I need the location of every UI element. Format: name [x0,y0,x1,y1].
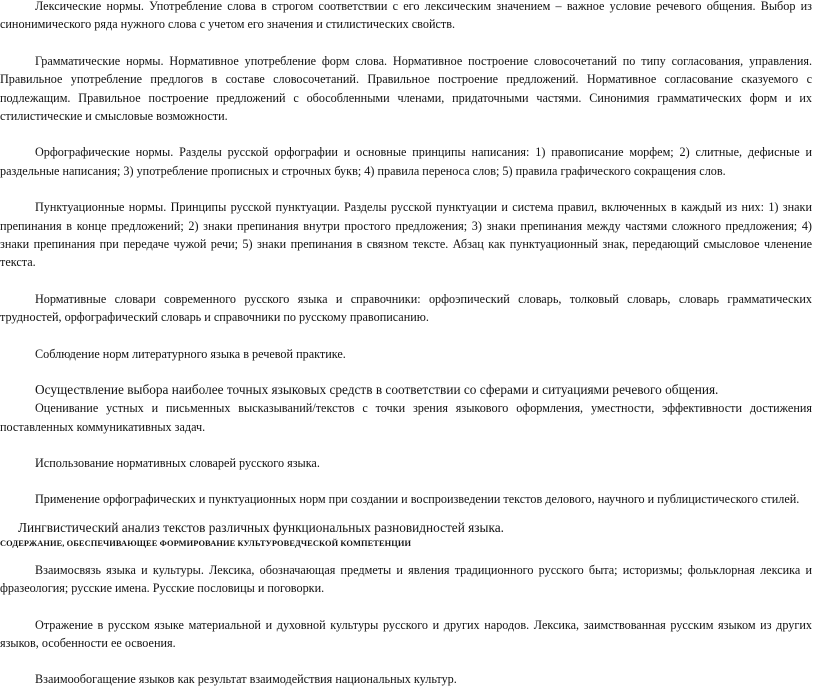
paragraph-language-culture: Взаимосвязь языка и культуры. Лексика, обозначающая предметы и явления традиционного русского быта; историзмы; фольклорная лексика и фразеология; русские имена. Русские пословицы и поговорки. [0,562,812,596]
paragraph-grammar-norms: Грамматические нормы. Нормативное употребление форм слова. Нормативное построение словосочетаний по типу согласования, управления. Правильное употребление предлогов в составе словосочетаний. Правильное построение предложений. Нормативное согласование сказуемого с подлежащим. Правильное построение предложений с обособленными членами, придаточными частями. Синонимия грамматических форм и их стилистические и смысловые возможности. [0,53,812,124]
paragraph-choice-of-means: Осуществление выбора наиболее точных языковых средств в соответствии со сферами и ситуациями речевого общения. [35,382,719,398]
paragraph-evaluation: Оценивание устных и письменных высказываний/текстов с точки зрения языкового оформления, уместности, эффективности достижения поставленных коммуникативных задач. [0,401,812,434]
paragraph-orthography-norms: Орфографические нормы. Разделы русской орфографии и основные принципы написания: 1) правописание морфем; 2) слитные, дефисные и раздельные написания; 3) употребление прописных и строчных букв; 4) правила переноса слов; 5) правила графического сокращения слов. [0,145,812,178]
section-heading: СОДЕРЖАНИЕ, ОБЕСПЕЧИВАЮЩЕЕ ФОРМИРОВАНИЕ КУЛЬТУРОВЕДЧЕСКОЙ КОМПЕТЕНЦИИ [0,538,412,548]
paragraph-linguistic-analysis: Лингвистический анализ текстов различных функциональных разновидностей языка. [18,519,504,535]
paragraph-norm-practice: Соблюдение норм литературного языка в речевой практике. [35,346,346,361]
paragraph-dictionary-usage: Использование нормативных словарей русского языка. [35,455,320,470]
paragraph-culture-reflection: Отражение в русском языке материальной и духовной культуры русского и других народов. Лексика, заимствованная русским языком из других языков, особенности ее освоения. [0,617,812,650]
paragraph-mutual-enrichment: Взаимообогащение языков как результат взаимодействия национальных культур. [35,672,457,687]
paragraph-lexical-norms: Лексические нормы. Употребление слова в строгом соответствии с его лексическим значением – важное условие речевого общения. Выбор из синонимического ряда нужного слова с учетом его значения и стилистических свойств. [0,0,812,32]
paragraph-applying-norms: Применение орфографических и пунктуационных норм при создании и воспроизведении текстов делового, научного и публицистического стилей. [35,492,800,507]
paragraph-dictionaries: Нормативные словари современного русского языка и справочники: орфоэпический словарь, толковый словарь, словарь грамматических трудностей, орфографический словарь и справочники по русскому правописанию. [0,291,812,325]
paragraph-punctuation-norms: Пунктуационные нормы. Принципы русской пунктуации. Разделы русской пунктуации и система правил, включенных в каждый из них: 1) знаки препинания в конце предложений; 2) знаки препинания внутри простого предложения; 3) знаки препинания между частями сложного предложения; 4) знаки препинания при передаче чужой речи; 5) знаки препинания в связном тексте. Абзац как пунктуационный знак, передающий смысловое членение текста. [0,200,812,270]
